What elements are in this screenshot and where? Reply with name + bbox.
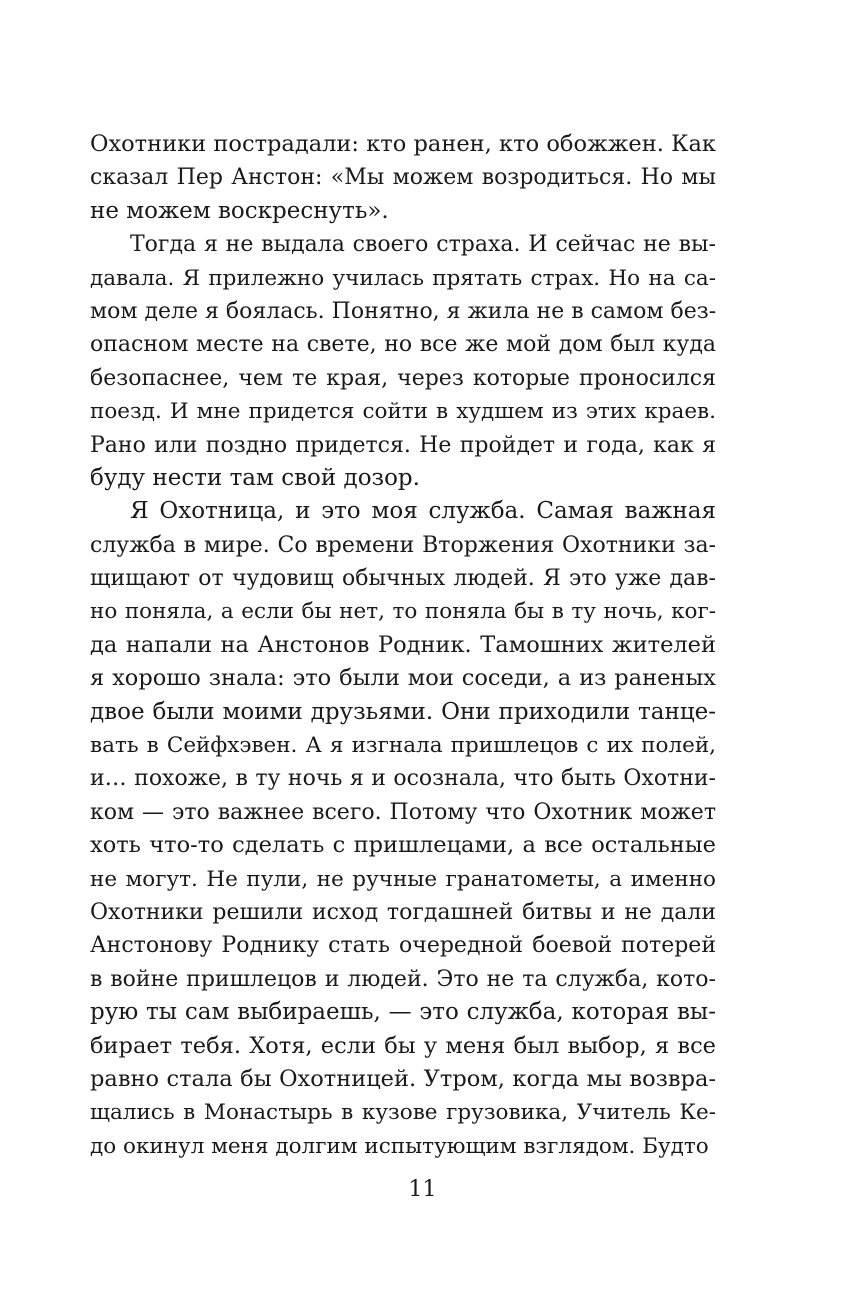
text-line: безопаснее, чем те края, через которые проносился: [90, 365, 716, 391]
paragraph: [90, 228, 716, 495]
paragraph: [90, 128, 716, 228]
text-line: Охотники решили исход тогдашней битвы и не дали: [90, 899, 716, 925]
text-line: опасном месте на свете, но все же мой дом был куда: [90, 332, 716, 358]
text-line: Охотники пострадали: кто ранен, кто обожжен. Как: [90, 131, 716, 157]
text-line: хоть что-то сделать с пришлецами, а все остальные: [90, 832, 716, 859]
text-line: но поняла, а если бы нет, то поняла бы в ту ночь, ког-: [90, 599, 716, 625]
text-line: до окинул меня долгим испытующим взглядом. Будто: [90, 1133, 709, 1159]
text-line: давала. Я прилежно училась прятать страх. Но на са-: [90, 265, 716, 291]
text-line: Рано или поздно придется. Не пройдет и года, как я: [90, 432, 716, 458]
text-line: Тогда я не выдала своего страха. И сейчас не вы-: [130, 232, 716, 258]
paragraph: [90, 495, 716, 1163]
text-line: буду нести там свой дозор.: [90, 464, 420, 491]
text-line: поезд. И мне придется сойти в худшем из этих краев.: [90, 399, 716, 425]
text-line: щались в Монастырь в кузове грузовика, Учитель Ке-: [90, 1100, 716, 1126]
text-line: в войне пришлецов и людей. Это не та служба, кото-: [90, 966, 716, 992]
text-line: мом деле я боялась. Понятно, я жила не в самом без-: [90, 298, 717, 324]
text-line: вать в Сейфхэвен. А я изгнала пришлецов с их полей,: [90, 733, 716, 759]
text-line: я хорошо знала: это были мои соседи, а из раненых: [90, 665, 716, 692]
text-line: не могут. Не пули, не ручные гранатометы, а именно: [90, 866, 716, 892]
page-number: 11: [408, 1177, 437, 1202]
text-line: бирает тебя. Хотя, если бы у меня был выбор, я все: [90, 1032, 716, 1059]
text-line: двое были моими друзьями. Они приходили танце-: [90, 698, 716, 725]
text-line: да напали на Анстонов Родник. Тамошних жителей: [90, 631, 716, 658]
text-line: и… похоже, в ту ночь я и осознала, что быть Охотни-: [90, 766, 716, 792]
text-line: рую ты сам выбираешь, — это служба, которая вы-: [90, 999, 716, 1026]
text-line: щищают от чудовищ обычных людей. Я это уже дав-: [90, 566, 716, 592]
text-line: сказал Пер Анстон: «Мы можем возродиться. Но мы: [90, 165, 716, 191]
text-line: не можем воскреснуть».: [90, 197, 389, 224]
text-line: ком — это важнее всего. Потому что Охотник может: [90, 799, 716, 825]
text-line: равно стала бы Охотницей. Утром, когда мы возвра-: [90, 1065, 716, 1092]
text-line: Я Охотница, и это моя служба. Самая важная: [130, 498, 716, 525]
page-body: [90, 128, 716, 1163]
text-line: Анстонову Роднику стать очередной боевой потерей: [90, 933, 716, 959]
text-line: служба в мире. Со времени Вторжения Охотники за-: [90, 532, 716, 558]
